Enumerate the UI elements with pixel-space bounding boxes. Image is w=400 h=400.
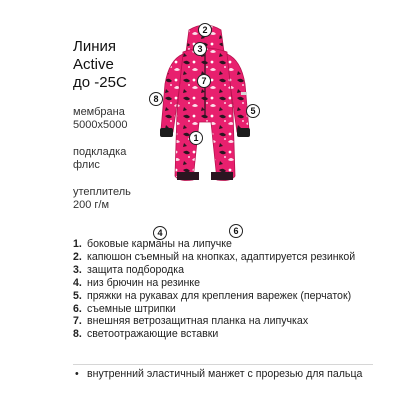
item-text: защита подбородка [87, 263, 184, 276]
callout-marker-4: 4 [153, 226, 167, 240]
callout-marker-5: 5 [246, 104, 260, 118]
item-text: низ брючин на резинке [87, 276, 200, 289]
spec-value: флис [73, 159, 100, 171]
item-number: 3. [73, 263, 82, 276]
list-item [73, 290, 393, 303]
list-item [73, 251, 393, 264]
list-item [73, 238, 393, 251]
line-title-1: Линия [73, 38, 117, 55]
item-text: светоотражающие вставки [87, 328, 219, 341]
item-text: съемные штрипки [87, 302, 176, 315]
spec-value: 200 г/м [73, 199, 110, 211]
list-item [73, 328, 393, 341]
feature-list [73, 238, 393, 341]
callout-marker-6: 6 [229, 224, 243, 238]
item-number: 7. [73, 315, 82, 328]
list-item [73, 315, 393, 328]
item-number: 6. [73, 302, 82, 315]
list-item [73, 264, 393, 277]
item-number: 8. [73, 328, 82, 341]
extra-feature-text: внутренний эластичный манжет с прорезью для пальца [87, 368, 363, 380]
spec-label: подкладка [73, 146, 127, 158]
jumpsuit-image [145, 22, 265, 240]
callout-marker-2: 2 [198, 23, 212, 37]
item-number: 5. [73, 289, 82, 302]
callout-marker-8: 8 [149, 92, 163, 106]
callout-marker-3: 3 [193, 42, 207, 56]
spec-label: мембрана [73, 106, 125, 118]
callout-marker-7: 7 [197, 74, 211, 88]
list-item [73, 277, 393, 290]
line-title-2: Active [73, 56, 114, 73]
spec-label: утеплитель [73, 186, 131, 198]
item-number: 1. [73, 238, 82, 250]
list-item [73, 303, 393, 316]
item-text: капюшон съемный на кнопках, адаптируется резинкой [87, 250, 356, 263]
spec-value: 5000х5000 [73, 119, 128, 131]
item-text: боковые карманы на липучке [87, 238, 232, 250]
section-divider [73, 364, 373, 365]
item-number: 2. [73, 250, 82, 263]
callout-marker-1: 1 [189, 131, 203, 145]
line-title-3: до -25С [73, 74, 127, 91]
extra-feature [73, 368, 393, 381]
item-text: пряжки на рукавах для крепления варежек (перчаток) [87, 289, 352, 302]
item-number: 4. [73, 276, 82, 289]
item-text: внешняя ветрозащитная планка на липучках [87, 315, 309, 328]
bullet-dot: • [75, 368, 79, 380]
